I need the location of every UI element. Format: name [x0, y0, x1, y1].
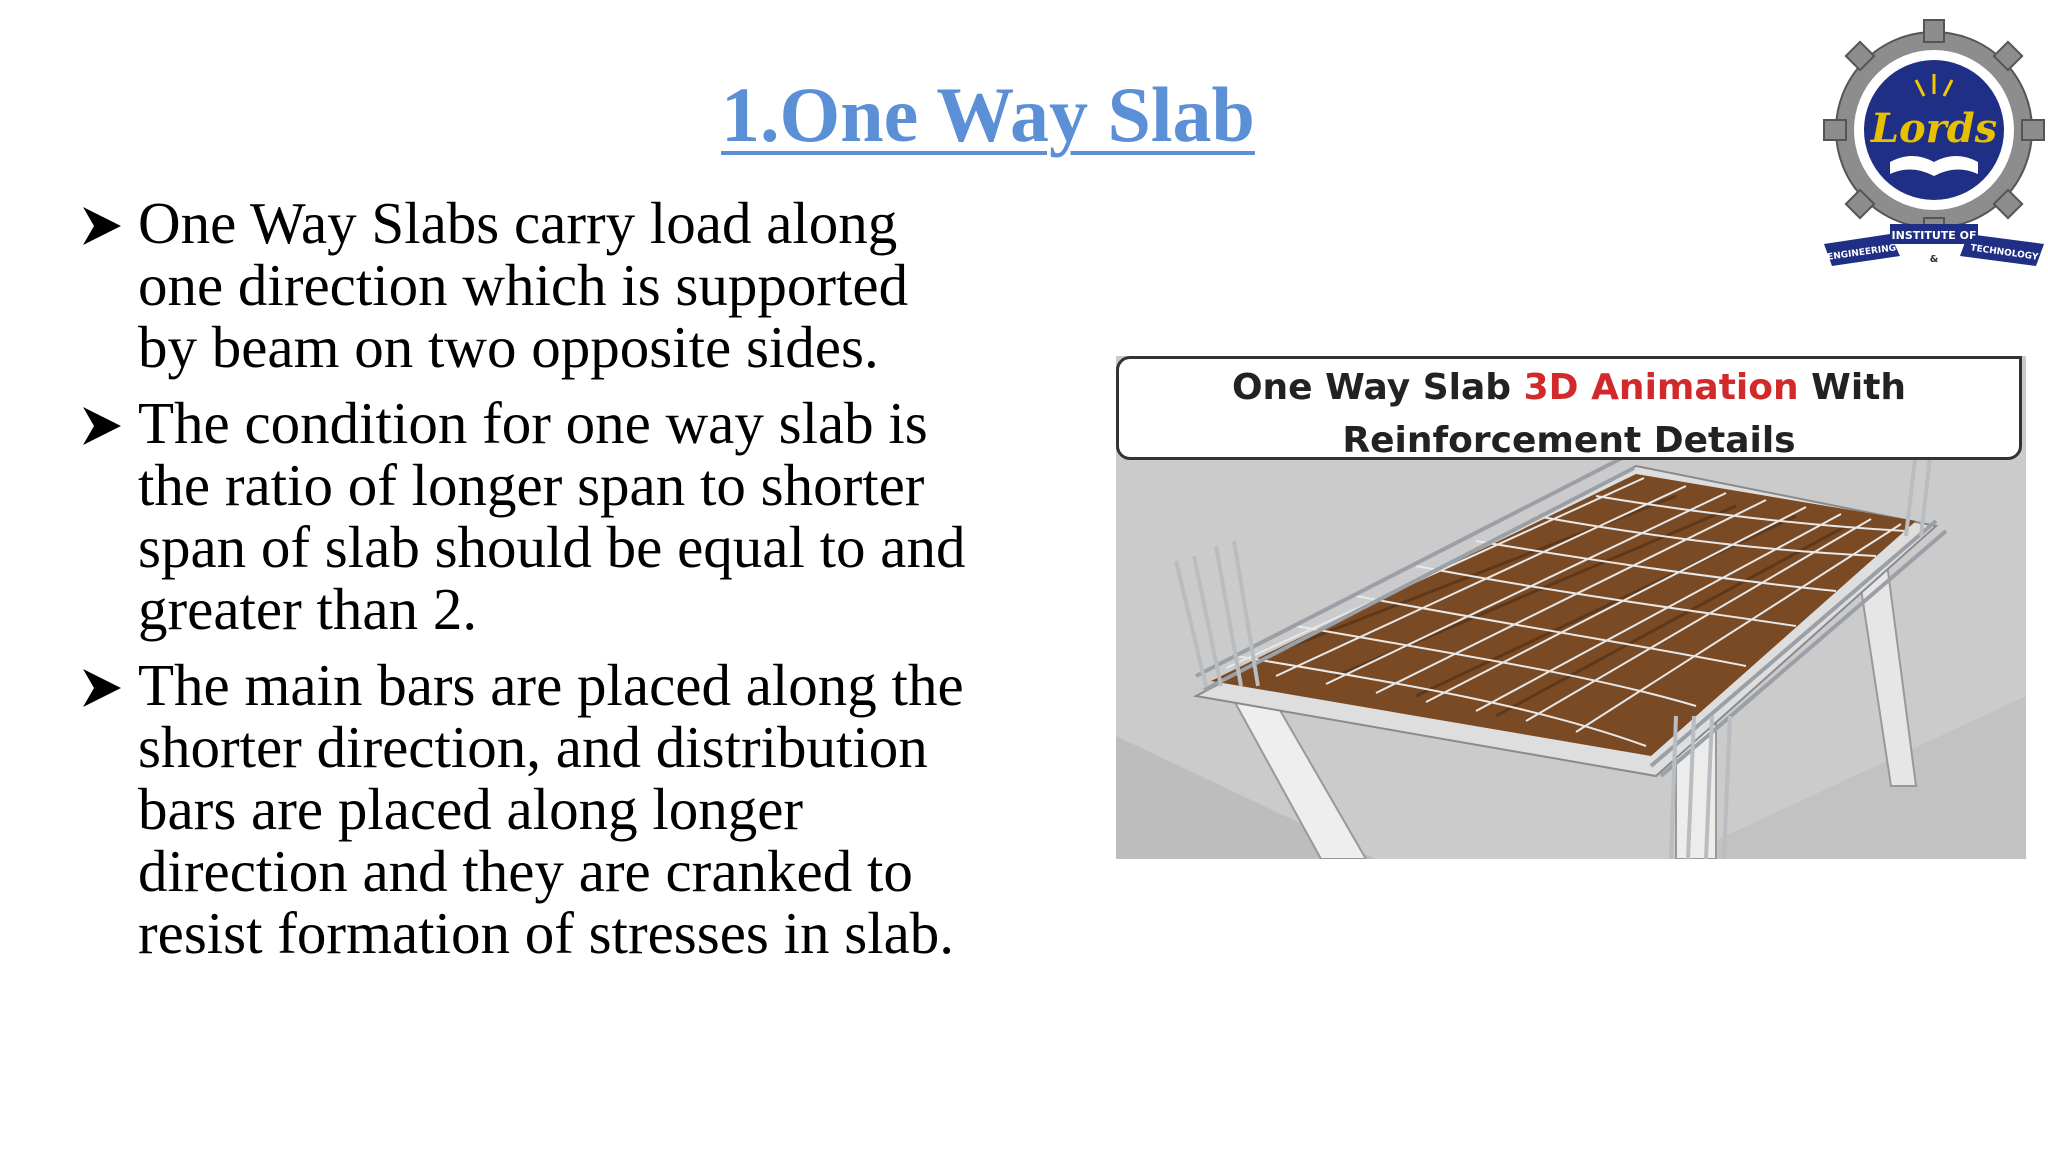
caption-highlight: 3D Animation — [1523, 367, 1799, 408]
bullet-text: The condition for one way slab is the ratio of longer span to shorter span of slab should be equal to and greater than 2. — [138, 390, 966, 642]
logo-ribbon-top: INSTITUTE OF — [1891, 229, 1977, 242]
logo-ribbon-left: ENGINEERING — [1826, 243, 1897, 263]
logo-ribbon-right: TECHNOLOGY — [1969, 243, 2039, 263]
institute-logo — [1820, 12, 2048, 272]
bullet-text: The main bars are placed along the shorter direction, and distribution bars are placed along longer direction and they are cranked to resist formation of stresses in slab. — [138, 652, 964, 966]
caption-line-2: Reinforcement Details — [1342, 420, 1796, 461]
bullet-item — [80, 654, 1080, 964]
slab-3d-figure — [1116, 356, 2026, 859]
logo-ribbon-mid: & — [1929, 254, 1939, 265]
bullet-text: One Way Slabs carry load along one direction which is supported by beam on two opposite sides. — [138, 190, 909, 380]
bullet-item — [80, 192, 1080, 378]
caption-text: One Way Slab — [1231, 367, 1524, 408]
logo-wordmark: Lords — [1870, 105, 1998, 152]
caption-line-1 — [1119, 361, 2019, 414]
arrow-bullet-icon — [80, 392, 138, 453]
caption-text: With — [1798, 367, 1907, 408]
bullet-item — [80, 392, 1080, 640]
arrow-bullet-icon — [80, 192, 138, 253]
bullet-list — [80, 192, 1080, 978]
slide-title: 1.One Way Slab — [721, 71, 1255, 158]
figure-caption-banner — [1116, 356, 2022, 460]
arrow-bullet-icon — [80, 654, 138, 715]
